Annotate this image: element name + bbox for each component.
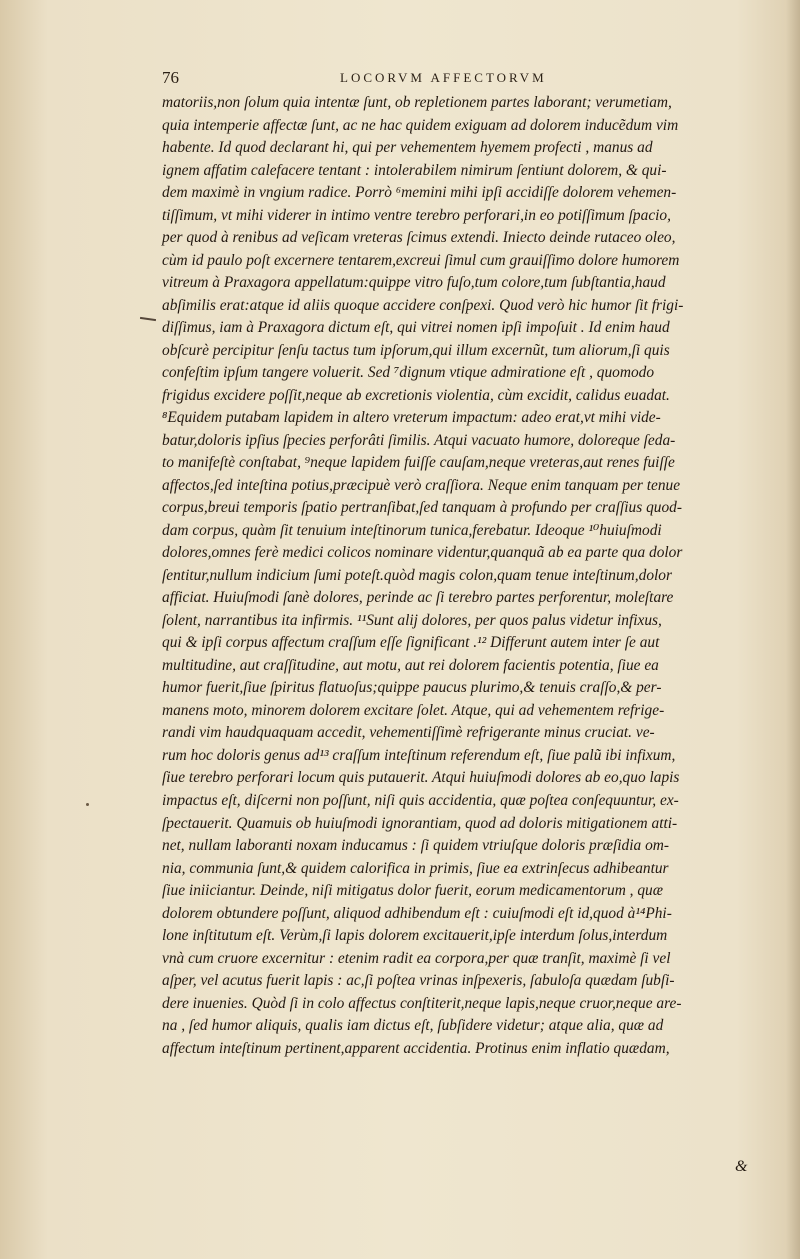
text-line: multitudine, aut craſſitudine, aut motu, aut rei dolorem facientis potentia, ſiue ea (162, 656, 659, 674)
text-line: matoriis,non ſolum quia intentæ ſunt, ob repletionem partes laborant; verumetiam, (162, 94, 672, 111)
ink-speck (86, 803, 89, 806)
text-line: frigidus excidere poſſit,neque ab excretionis violentia, cùm excidit, calidus euadat. (162, 386, 670, 404)
text-line: aſper, vel acutus fuerit lapis : ac,ſi poſtea vrinas inſpexeris, ſabuloſa quædam ſubſi- (162, 972, 675, 990)
text-line: tiſſimum, vt mihi viderer in intimo ventre terebro perforari,in eo potiſſimum ſpacio, (162, 206, 671, 224)
text-line: ignem affatim calefacere tentant : intolerabilem nimirum ſentiunt dolorem, & qui- (162, 161, 667, 179)
page-number: 76 (162, 68, 179, 87)
text-line: manens moto, minorem dolorem excitare ſolet. Atque, qui ad vehementem refrige- (162, 701, 665, 719)
text-line: abſimilis erat:atque id aliis quoque accidere conſpexi. Quod verò hic humor ſit frigi- (162, 296, 684, 314)
text-line: affectos,ſed inteſtina potius,præcipuè verò craſſiora. Neque enim tanquam per tenue (162, 476, 681, 494)
text-line: obſcurè percipitur ſenſu tactus tum ipſorum,qui illum excernũt, tum aliorum,ſi quis (162, 341, 670, 359)
text-line: habente. Id quod declarant hi, qui per vehementem hyemem profecti , manus ad (162, 139, 653, 157)
text-line: qui & ipſi corpus affectum craſſum eſſe ſignificant .¹² Differunt autem inter ſe aut (162, 634, 660, 652)
text-line: per quod à renibus ad veſicam vreteras ſcimus extendi. Iniecto deinde rutaceo oleo, (162, 229, 676, 247)
text-line: dolorem obtundere poſſunt, aliquod adhibendum eſt : cuiuſmodi eſt id,quod à¹⁴Phi- (162, 904, 672, 922)
text-line: affectum inteſtinum pertinent,apparent accidentia. Protinus enim inflatio quædam, (162, 1039, 670, 1057)
text-line: quia intemperie affectæ ſunt, ac ne hac quidem exiguam ad dolorem inducẽdum vim (162, 116, 679, 134)
body-text (162, 92, 798, 1060)
text-line: confeſtim ipſum tangere voluerit. Sed ⁷dignum vtique admiratione eſt , quomodo (162, 364, 655, 382)
text-line: na , ſed humor aliquis, qualis iam dictus eſt, ſubſidere videtur; atque alia, quæ ad (162, 1017, 664, 1035)
text-line: dam corpus, quàm ſit tenuium inteſtinorum tunica,ferebatur. Ideoque ¹⁰huiuſmodi (162, 521, 662, 539)
text-line: lone inſtitutum eſt. Verùm,ſi lapis dolorem excitauerit,ipſe interdum ſolus,interdum (162, 927, 668, 945)
text-line: dolores,omnes ferè medici colicos nominare videntur,quanquã ab ea parte qua dolor (162, 544, 683, 562)
text-line: rum hoc doloris genus ad¹³ craſſum inteſtinum referendum eſt, ſiue palũ ibi infixum, (162, 746, 676, 764)
text-line: vnà cum cruore excernitur : etenim radit ea corpora,per quæ tranſit, maximè ſi vel (162, 949, 671, 967)
text-line: batur,doloris ipſius ſpecies perforâti ſimilis. Atqui vacuato humore, doloreque ſeda- (162, 431, 676, 449)
text-line: ſolent, narrantibus ita infirmis. ¹¹Sunt alij dolores, per quos palus videtur infixus, (162, 611, 662, 629)
running-head (150, 66, 790, 90)
text-line: net, nullam laboranti noxam inducamus : ſi quidem vtriuſque doloris præſidia om- (162, 837, 670, 855)
text-line: cùm id paulo poſt excernere tentarem,excreui ſimul cum grauiſſimo dolore humorem (162, 251, 680, 269)
running-title: LOCORVM AFFECTORVM (340, 70, 547, 85)
text-line: vitreum à Praxagora appellatum:quippe vitro fuſo,tum colore,tum ſubſtantia,haud (162, 274, 666, 292)
text-line: ſiue terebro perforari locum quis putauerit. Atqui huiuſmodi dolores ab eo,quo lapis (162, 769, 680, 787)
text-line: ſpectauerit. Quamuis ob huiuſmodi ignorantiam, quod ad doloris mitigationem atti- (162, 814, 678, 832)
text-line: diſſimus, iam à Praxagora dictum eſt, qui vitrei nomen ipſi impoſuit . Id enim haud (162, 319, 670, 337)
catchword: & (735, 1158, 748, 1175)
text-line: dem maximè in vngium radice. Porrò ⁶memini mihi ipſi accidiſſe dolorem vehemen- (162, 184, 677, 202)
text-line: afficiat. Huiuſmodi ſanè dolores, perinde ac ſi terebro partes perforentur, moleſtare (162, 589, 674, 607)
text-line: corpus,breui temporis ſpatio pertranſibat,ſed tanquam à profundo per craſſius quod- (162, 499, 682, 517)
text-line: randi vim haudquaquam accedit, vehementiſſimè refrigerante minus cruciat. ve- (162, 724, 655, 742)
text-line: humor fuerit,ſiue ſpiritus flatuoſus;quippe paucus plurimo,& tenuis craſſo,& per- (162, 679, 662, 697)
text-line: impactus eſt, diſcerni non poſſunt, niſi quis accidentia, quæ poſtea conſequuntur, ex- (162, 791, 679, 809)
text-line: ſiue iniiciantur. Deinde, niſi mitigatus dolor fuerit, eorum medicamentorum , quæ (162, 882, 664, 900)
text-line: to manifeſtè conſtabat, ⁹neque lapidem fuiſſe cauſam,neque vreteras,aut renes fuiſſe (162, 454, 675, 472)
text-line: nia, communia ſunt,& quidem calorifica in primis, ſiue ea extrinſecus adhibeantur (162, 859, 669, 877)
margin-mark (140, 317, 156, 321)
text-line: ſentitur,nullum indicium ſumi poteſt.quòd magis colon,quam tenue inteſtinum,dolor (162, 566, 672, 584)
text-line: ⁸Equidem putabam lapidem in altero vreterum impactum: adeo erat,vt mihi vide- (162, 409, 661, 427)
text-line: dere inuenies. Quòd ſi in colo affectus conſtiterit,neque lapis,neque cruor,neque are- (162, 994, 682, 1012)
